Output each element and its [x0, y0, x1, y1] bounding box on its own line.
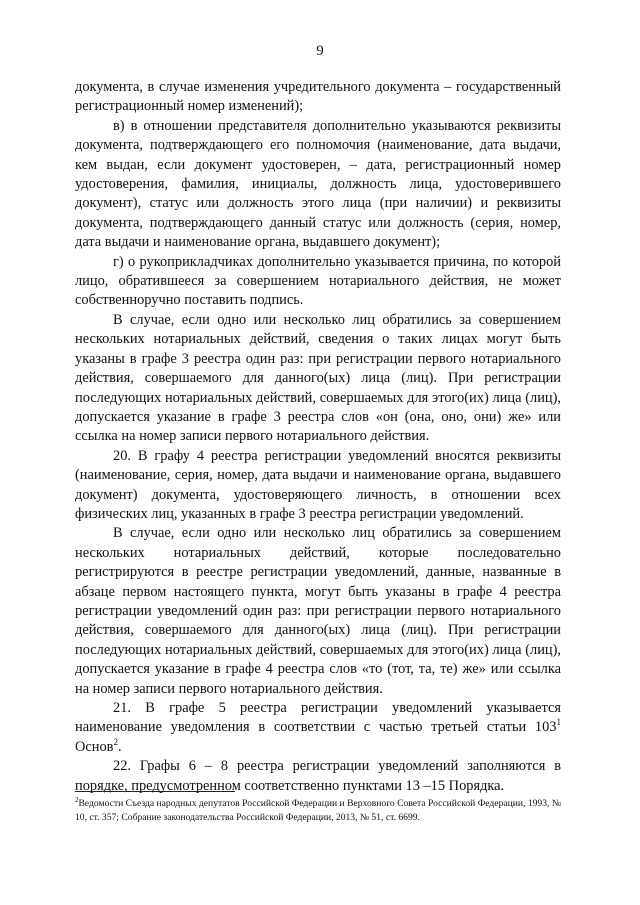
footnote [75, 797, 561, 825]
footnote-ref-1: 1 [556, 717, 561, 728]
footnote-ref-2: 2 [113, 737, 118, 748]
paragraph-item-21 [75, 699, 561, 757]
paragraph-multiple-actions-column-3: В случае, если одно или несколько лиц обратились за совершением нескольких нотариальных действий, сведения о таких лицах могут быть указаны в графе 3 реестра один раз: при регистрации первого нотариального действия, совершаемого для данного(ых) лица (лиц). При регистрации последующих нотариальных действий, совершаемых для этого(их) лица (лиц), допускается указание в графе 3 реестра слов «он (она, оно, они) же» или ссылка на номер записи первого нотариального действия. [75, 311, 561, 445]
item-21-end: . [117, 738, 122, 755]
body-text [75, 78, 561, 796]
paragraph-subitem-g: г) о рукоприкладчиках дополнительно указывается причина, по которой лицо, обратившееся за совершением нотариального действия, не может собственноручно поставить подпись. [75, 253, 561, 309]
page-number: 9 [316, 43, 324, 59]
paragraph-item-20: 20. В графу 4 реестра регистрации уведомлений вносятся реквизиты (наименование, серия, номер, дата выдачи и наименование органа, выдавшего документ) документа, удостоверяющего личность, в отношении всех физических лиц, указанных в графе 3 реестра регистрации уведомлений. [75, 447, 561, 522]
paragraph-multiple-actions-column-4: В случае, если одно или несколько лиц обратились за совершением нескольких нотариальных действий, которые последовательно регистрируются в реестре регистрации уведомлений, данные, названные в абзаце первом настоящего пункта, могут быть указаны в графе 4 реестра регистрации уведомлений один раз: при регистрации первого нотариального действия, совершаемого для данного(ых) лица (лиц). При регистрации последующих нотариальных действий, совершаемых для этого(их) лица (лиц), допускается указание в графе 4 реестра слов «то (тот, та, те) же» или ссылка на номер записи первого нотариального действия. [75, 525, 561, 697]
paragraph-subitem-v: в) в отношении представителя дополнительно указываются реквизиты документа, подтверждающего его полномочия (наименование, дата выдачи, кем выдан, если документ удостоверен, – дата, регистрационный номер удостоверения, фамилия, инициалы, должность лица, удостоверившего документ), статус или должность этого лица (при наличии) и реквизиты документа, подтверждающего данный статус или должность (серия, номер, дата выдачи и наименование органа, выдавшего документ); [75, 117, 561, 251]
item-21-osnov: Основ [75, 738, 114, 755]
footnote-divider [75, 791, 235, 792]
paragraph-continuation: документа, в случае изменения учредительного документа – государственный регистрационный номер изменений); [75, 79, 561, 115]
footnote-marker: 2 [75, 795, 79, 804]
footnote-text: Ведомости Съезда народных депутатов Российской Федерации и Верховного Совета Российской Федерации, 1993, № 10, ст. 357; Собрание законодательства Российской Федерации, 2013, № 51, ст. 6699. [75, 798, 561, 823]
item-21-text: 21. В графе 5 реестра регистрации уведомлений указывается наименование уведомления в соответствии с частью третьей статьи 103 [75, 700, 561, 736]
paragraph-item-22: 22. Графы 6 – 8 реестра регистрации уведомлений заполняются в порядке, предусмотренном соответственно пунктами 13 –15 Порядка. [75, 758, 561, 794]
